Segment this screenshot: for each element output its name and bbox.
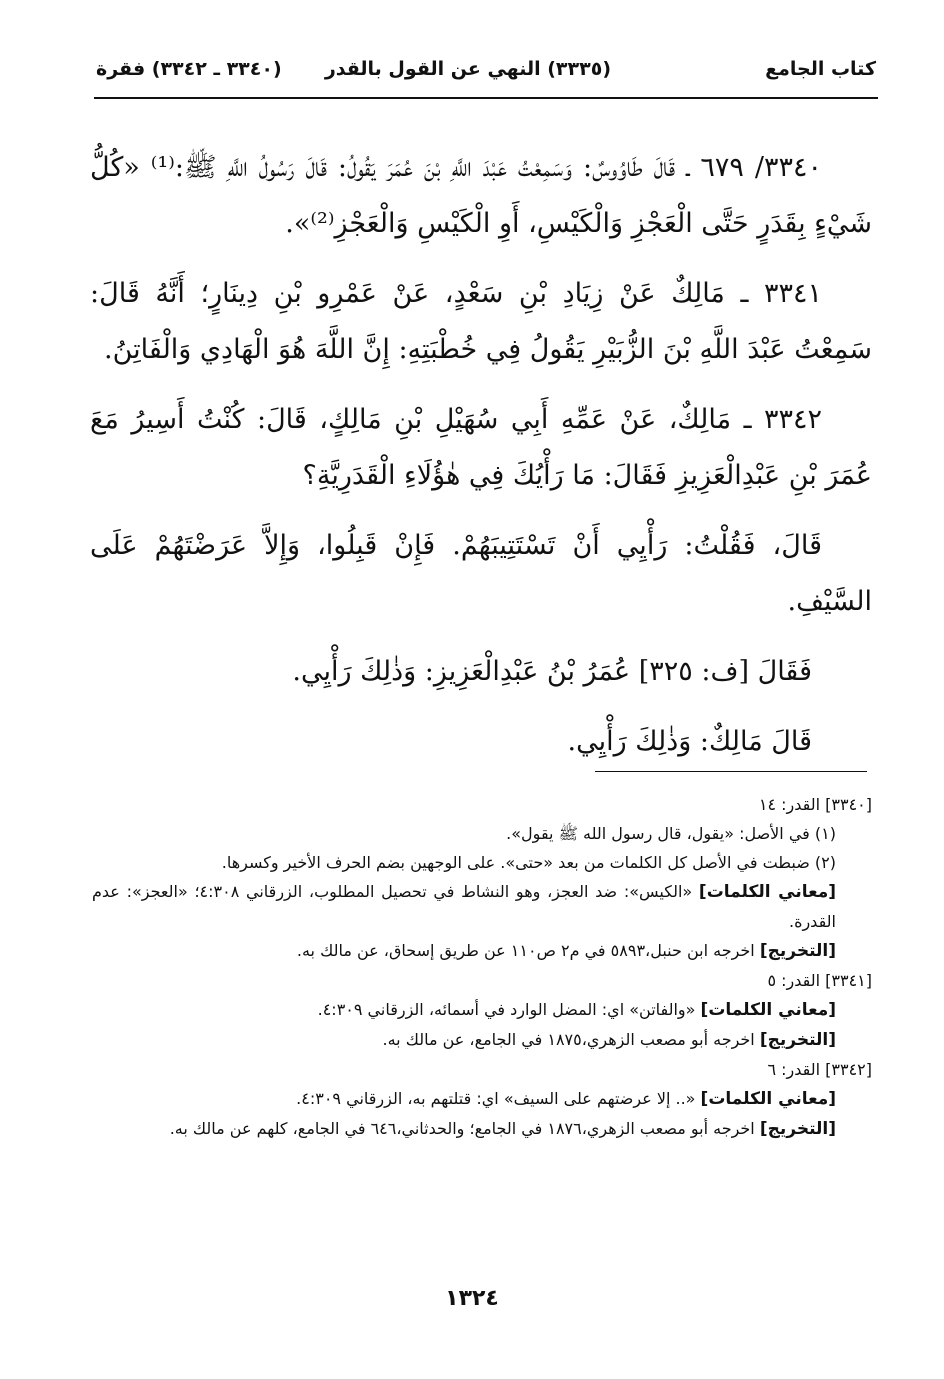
footnote-3342-heading: [٣٣٤٢] القدر: ٦	[767, 1060, 872, 1079]
page-number: ١٣٢٤	[445, 1286, 499, 1311]
meanings-label: [معاني الكلمات]	[698, 882, 836, 902]
footnote-3342-meanings	[92, 1084, 872, 1114]
meanings-label: [معاني الكلمات]	[700, 1000, 836, 1020]
meanings-text: «.. إلا عرضتهم على السيف» اي: قتلتهم به، الزرقاني ٤:٣٠٩.	[296, 1089, 696, 1108]
footnote-3340-1: (١) في الأصل: «يقول، قال رسول الله ﷺ يقول».	[506, 824, 836, 843]
takhrij-label: [التخريج]	[759, 941, 836, 961]
main-text	[90, 140, 872, 784]
hadith-3342-umar: فَقَالَ [ف: ٣٢٥] عُمَرُ بْنُ عَبْدِالْعَزِيزِ: وَذٰلِكَ رَأْيِي.	[292, 656, 812, 687]
footnotes	[92, 790, 872, 1144]
hadith-3342: ٣٣٤٢ ـ مَالِكٌ، عَنْ عَمِّهِ أَبِي سُهَيْلِ بْنِ مَالِكٍ، قَالَ: كُنْتُ أَسِيرُ مَعَ عُمَرَ بْنِ عَبْدِالْعَزِيزِ فَقَالَ: مَا رَأْيُكَ فِي هٰؤُلَاءِ الْقَدَرِيَّةِ؟	[90, 404, 872, 491]
footnote-3341-takhrij	[92, 1025, 872, 1055]
hadith-3342-malik: قَالَ مَالِكٌ: وَذٰلِكَ رَأْيِي.	[567, 726, 812, 757]
footnote-3341-heading: [٣٣٤١] القدر: ٥	[767, 971, 872, 990]
header-divider	[94, 97, 878, 99]
meanings-label: [معاني الكلمات]	[700, 1089, 836, 1109]
takhrij-text: اخرجه أبو مصعب الزهري،١٨٧٦ في الجامع؛ والحدثاني،٦٤٦ في الجامع، كلهم عن مالك به.	[169, 1119, 755, 1138]
takhrij-label: [التخريج]	[759, 1119, 836, 1139]
footnote-3340-heading: [٣٣٤٠] القدر: ١٤	[758, 795, 872, 814]
header-chapter-title: (٣٣٣٥) النهي عن القول بالقدر	[324, 58, 611, 80]
header-paragraph-range: (٣٣٤٠ ـ ٣٣٤٢) فقرة	[96, 58, 282, 80]
footnote-3341-meanings	[92, 995, 872, 1025]
takhrij-text: اخرجه ابن حنبل،٥٨٩٣ في م٢ ص١١٠ عن طريق إسحاق، عن مالك به.	[296, 941, 755, 960]
takhrij-text: اخرجه أبو مصعب الزهري،١٨٧٥ في الجامع، عن مالك به.	[382, 1030, 755, 1049]
running-header	[96, 58, 876, 90]
footnote-3340-2: (٢) ضبطت في الأصل كل الكلمات من بعد «حتى». على الوجهين بضم الحرف الأخير وكسرها.	[221, 853, 836, 872]
header-book-title: كتاب الجامع	[765, 58, 876, 80]
footnote-3340-meanings	[92, 877, 872, 936]
hadith-3341: ٣٣٤١ ـ مَالِكٌ عَنْ زِيَادِ بْنِ سَعْدٍ، عَنْ عَمْرِو بْنِ دِينَارٍ؛ أَنَّهُ قَالَ: سَمِعْتُ عَبْدَ اللَّهِ بْنَ الزُّبَيْرِ يَقُولُ فِي خُطْبَتِهِ: إِنَّ اللَّهَ هُوَ الْهَادِي وَالْفَاتِنُ.	[90, 278, 872, 365]
meanings-text: «الكيس»: ضد العجز، وهو النشاط في تحصيل المطلوب، الزرقاني ٤:٣٠٨؛ «العجز»: عدم القدرة.	[92, 882, 836, 931]
footnote-3340-takhrij	[92, 936, 872, 966]
hadith-3342-reply: قَالَ، فَقُلْتُ: رَأْيِي أَنْ تَسْتَتِيبَهُمْ. فَإِنْ قَبِلُوا، وَإِلاَّ عَرَضْتَهُمْ عَلَى السَّيْفِ.	[90, 530, 872, 617]
meanings-text: «والفاتن» اي: المضل الوارد في أسمائه، الزرقاني ٤:٣٠٩.	[317, 1000, 696, 1019]
footnote-3342-takhrij	[92, 1114, 872, 1144]
takhrij-label: [التخريج]	[759, 1030, 836, 1050]
footnote-separator	[595, 771, 867, 772]
hadith-3340: ٣٣٤٠/ ٦٧٩ ـ قَالَ طَاوُوسٌ: وَسَمِعْتُ عَبْدَ اللَّهِ بْنَ عُمَرَ يَقُولُ: قَالَ رَسُولُ اللَّهِ ﷺ:⁽¹⁾ «كُلُّ شَيْءٍ بِقَدَرٍ حَتَّى الْعَجْزِ وَالْكَيْسِ، أَوِ الْكَيْسِ وَالْعَجْزِ⁽²⁾».	[90, 152, 872, 239]
